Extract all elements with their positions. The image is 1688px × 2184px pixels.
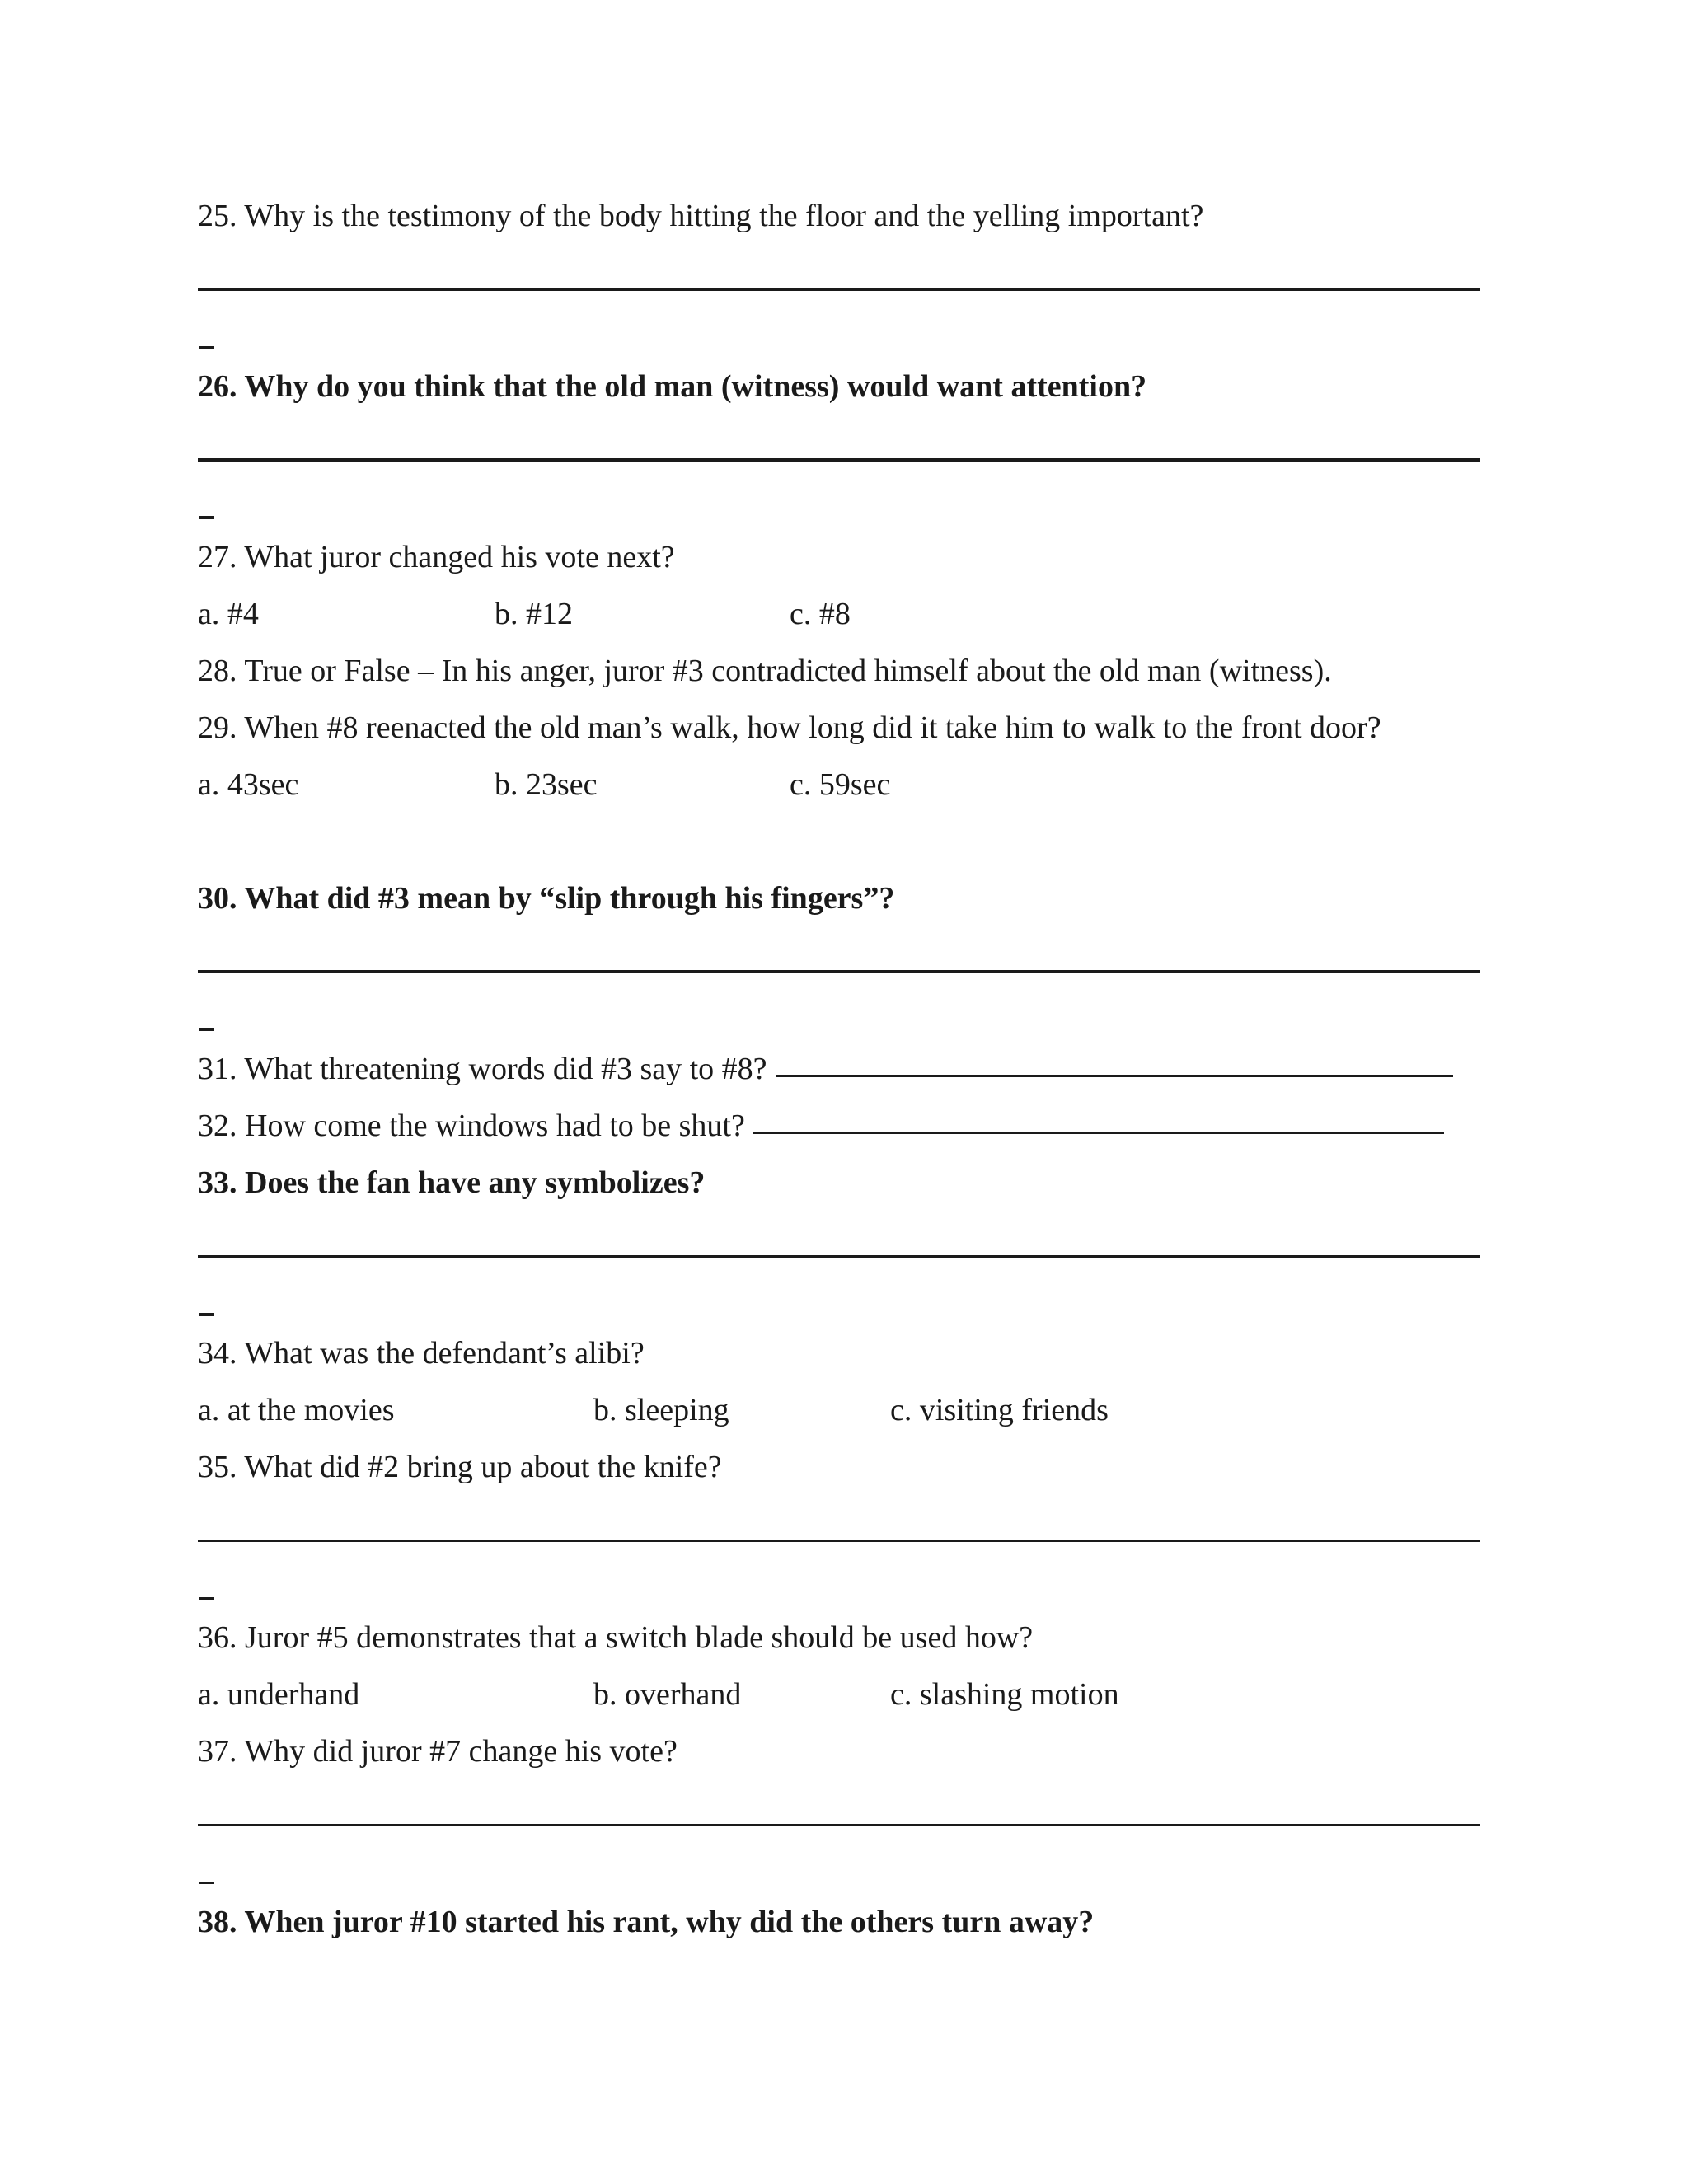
- choice-36-c[interactable]: c. slashing motion: [890, 1677, 1119, 1712]
- answer-line-30[interactable]: [198, 970, 1480, 973]
- answer-line-25[interactable]: [198, 288, 1480, 291]
- choice-29-c[interactable]: c. 59sec: [790, 767, 891, 802]
- question-26: 26. Why do you think that the old man (witness) would want attention?: [198, 369, 1147, 404]
- choice-34-b[interactable]: b. sleeping: [593, 1393, 729, 1427]
- choice-34-a[interactable]: a. at the movies: [198, 1393, 395, 1427]
- question-32: [198, 1106, 1444, 1146]
- choice-29-a[interactable]: a. 43sec: [198, 767, 299, 802]
- answer-line-26[interactable]: [198, 458, 1480, 462]
- question-28: 28. True or False – In his anger, juror #3 contradicted himself about the old man (witness).: [198, 654, 1332, 688]
- question-31: [198, 1049, 1453, 1089]
- question-36: 36. Juror #5 demonstrates that a switch blade should be used how?: [198, 1620, 1034, 1655]
- answer-line-32[interactable]: [753, 1132, 1444, 1134]
- answer-line-25-overflow: [199, 346, 214, 349]
- choice-36-b[interactable]: b. overhand: [593, 1677, 742, 1712]
- question-35: 35. What did #2 bring up about the knife?: [198, 1450, 722, 1484]
- answer-line-33-overflow: [199, 1313, 214, 1316]
- answer-line-37-overflow: [199, 1882, 214, 1884]
- answer-line-33[interactable]: [198, 1255, 1480, 1258]
- answer-line-35-overflow: [199, 1597, 214, 1600]
- choice-34-c[interactable]: c. visiting friends: [890, 1393, 1109, 1427]
- answer-line-37[interactable]: [198, 1824, 1480, 1826]
- choice-27-b[interactable]: b. #12: [495, 597, 573, 631]
- question-30: 30. What did #3 mean by “slip through his fingers”?: [198, 881, 895, 916]
- choice-27-a[interactable]: a. #4: [198, 597, 259, 631]
- question-32-text: 32. How come the windows had to be shut?: [198, 1108, 745, 1143]
- question-25: 25. Why is the testimony of the body hitting the floor and the yelling important?: [198, 199, 1204, 233]
- question-29: 29. When #8 reenacted the old man’s walk, how long did it take him to walk to the front door?: [198, 710, 1381, 745]
- question-34: 34. What was the defendant’s alibi?: [198, 1336, 645, 1371]
- answer-line-26-overflow: [199, 516, 214, 519]
- question-37: 37. Why did juror #7 change his vote?: [198, 1734, 678, 1769]
- choice-29-b[interactable]: b. 23sec: [495, 767, 598, 802]
- question-31-text: 31. What threatening words did #3 say to #8?: [198, 1052, 767, 1086]
- answer-line-31[interactable]: [776, 1075, 1453, 1077]
- answer-line-35[interactable]: [198, 1540, 1480, 1542]
- choice-36-a[interactable]: a. underhand: [198, 1677, 360, 1712]
- answer-line-30-overflow: [199, 1028, 214, 1031]
- question-38: 38. When juror #10 started his rant, why did the others turn away?: [198, 1905, 1095, 1939]
- question-33: 33. Does the fan have any symbolizes?: [198, 1165, 706, 1200]
- choice-27-c[interactable]: c. #8: [790, 597, 851, 631]
- question-27: 27. What juror changed his vote next?: [198, 540, 675, 574]
